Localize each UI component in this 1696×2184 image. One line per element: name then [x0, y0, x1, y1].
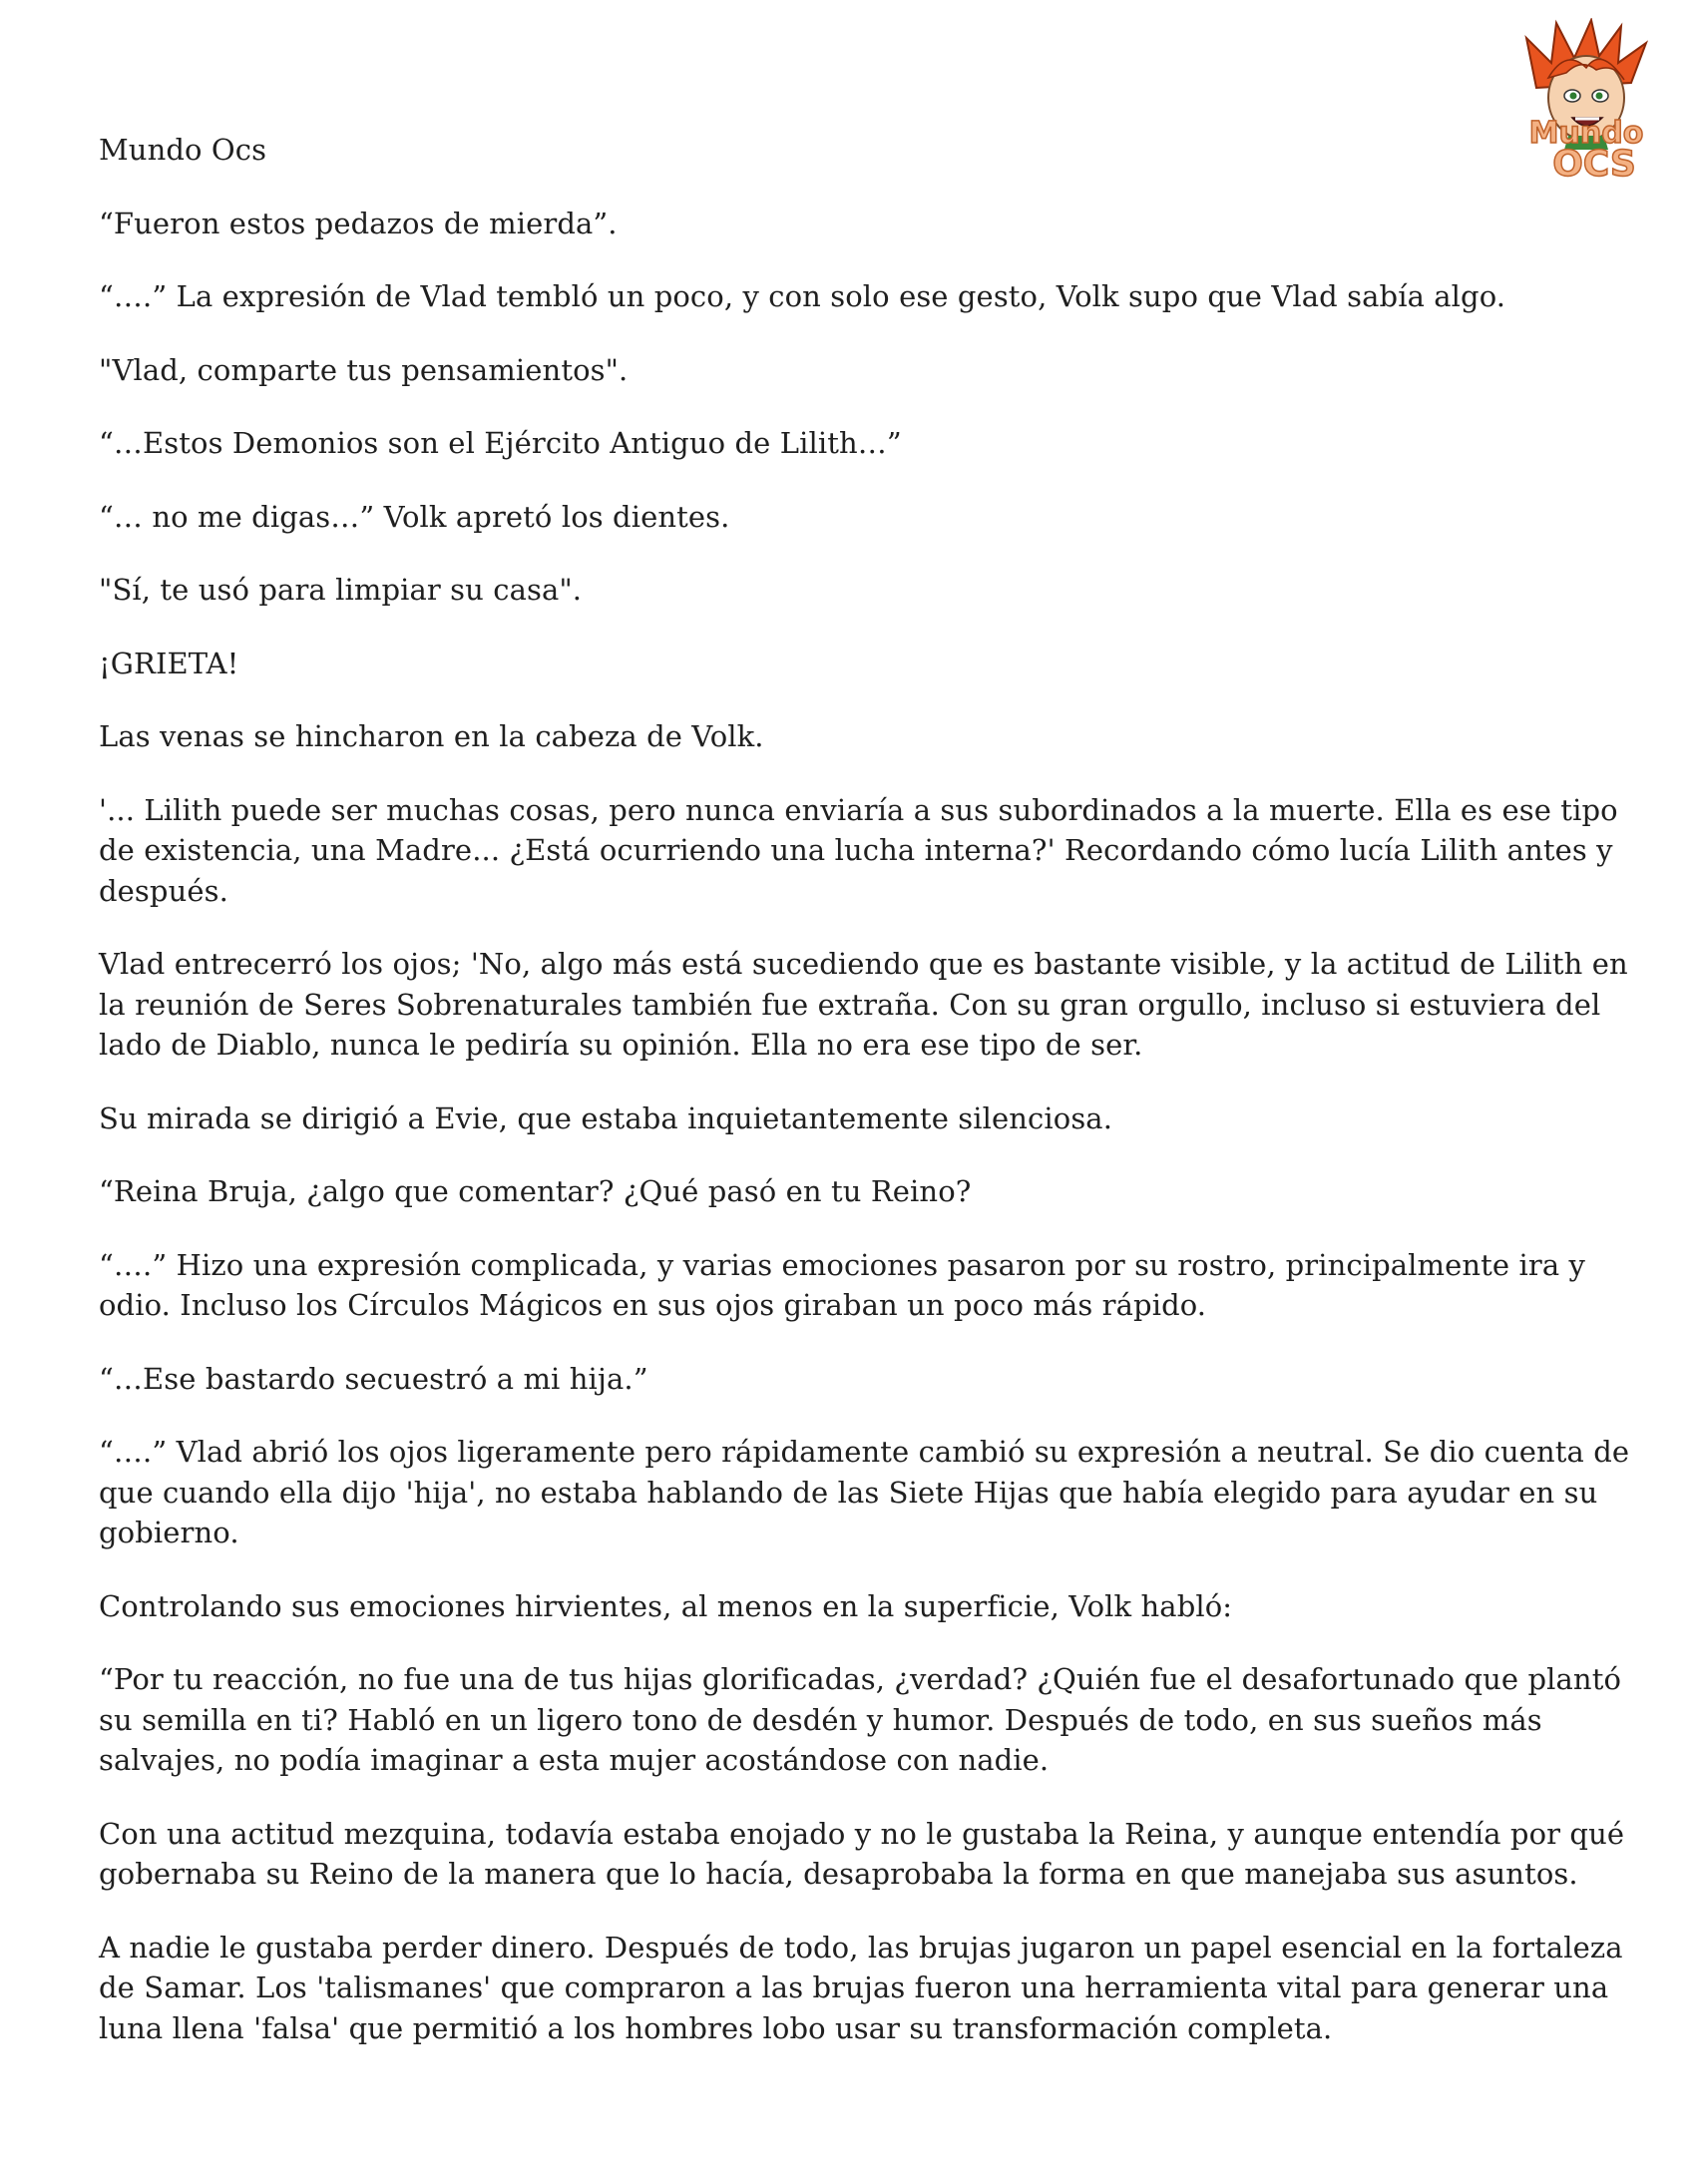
paragraph: “…Ese bastardo secuestró a mi hija.” — [99, 1361, 648, 1396]
paragraph: “…Estos Demonios son el Ejército Antiguo de Lilith…” — [99, 426, 902, 460]
document-body — [99, 130, 1635, 2081]
paragraph: Con una actitud mezquina, todavía estaba enojado y no le gustaba la Reina, y aunque entendía por qué gobernaba su Reino de la manera que lo hacía, desaprobaba la forma en que manejaba sus asuntos. — [99, 1816, 1625, 1891]
paragraph: Su mirada se dirigió a Evie, que estaba inquietantemente silenciosa. — [99, 1100, 1113, 1135]
paragraph: "Vlad, comparte tus pensamientos". — [99, 352, 629, 387]
site-title: Mundo Ocs — [99, 133, 267, 167]
paragraph: “….” Vlad abrió los ojos ligeramente pero rápidamente cambió su expresión a neutral. Se dio cuenta de que cuando ella dijo 'hija', no estaba hablando de las Siete Hijas que había elegido para ayudar en su gobierno. — [99, 1435, 1630, 1549]
paragraph: “Por tu reacción, no fue una de tus hijas glorificadas, ¿verdad? ¿Quién fue el desafortunado que plantó su semilla en ti? Habló en un ligero tono de desdén y humor. Después de todo, en sus sueños más salvajes, no podía imaginar a esta mujer acostándose con nadie. — [99, 1662, 1622, 1777]
paragraph: ¡GRIETA! — [99, 646, 239, 680]
paragraph: Controlando sus emociones hirvientes, al menos en la superficie, Volk habló: — [99, 1588, 1233, 1623]
paragraph: Vlad entrecerró los ojos; 'No, algo más está sucediendo que es bastante visible, y la actitud de Lilith en la reunión de Seres Sobrenaturales también fue extraña. Con su gran orgullo, incluso si estuviera del lado de Diablo, nunca le pediría su opinión. Ella no era ese tipo de ser. — [99, 947, 1628, 1062]
paragraph: A nadie le gustaba perder dinero. Después de todo, las brujas jugaron un papel esencial en la fortaleza de Samar. Los 'talismanes' que compraron a las brujas fueron una herramienta vital para generar una luna llena 'falsa' que permitió a los hombres lobo usar su transformación completa. — [99, 1930, 1623, 2045]
paragraph: '... Lilith puede ser muchas cosas, pero nunca enviaría a sus subordinados a la muerte. Ella es ese tipo de existencia, una Madre... ¿Está ocurriendo una lucha interna?' Recordando cómo lucía Lilith antes y después. — [99, 792, 1618, 908]
paragraph: "Sí, te usó para limpiar su casa". — [99, 573, 583, 607]
logo-text-mundo: Mundo — [1528, 116, 1644, 151]
paragraph: “….” Hizo una expresión complicada, y varias emociones pasaron por su rostro, principalmente ira y odio. Incluso los Círculos Mágicos en sus ojos giraban un poco más rápido. — [99, 1247, 1586, 1322]
paragraph: “Reina Bruja, ¿algo que comentar? ¿Qué pasó en tu Reino? — [99, 1174, 972, 1208]
paragraph: “….” La expresión de Vlad tembló un poco, y con solo ese gesto, Volk supo que Vlad sabía algo. — [99, 279, 1506, 313]
paragraph: “Fueron estos pedazos de mierda”. — [99, 206, 618, 240]
paragraph: “… no me digas…” Volk apretó los dientes. — [99, 499, 730, 534]
paragraph: Las venas se hincharon en la cabeza de Volk. — [99, 719, 764, 753]
logo-text-ocs: OCS — [1552, 144, 1636, 185]
